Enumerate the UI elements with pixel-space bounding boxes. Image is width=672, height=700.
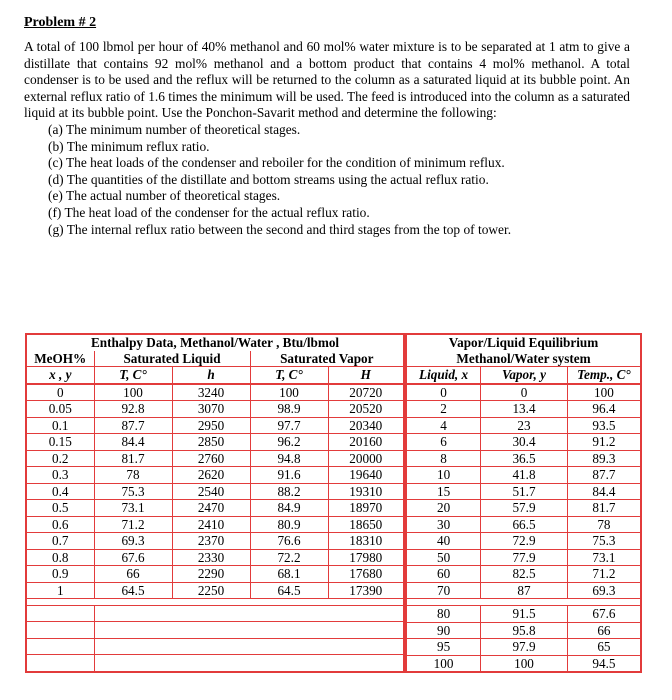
vapor-temp-cell: 64.5: [250, 582, 328, 599]
liquid-x-cell: 60: [406, 566, 481, 583]
vapor-temp-subheader: T, C°: [250, 367, 328, 384]
meoh-fraction-cell: 0.4: [26, 483, 94, 500]
table-row: [406, 417, 641, 434]
vapor-y-cell: 41.8: [481, 467, 568, 484]
temperature-cell: 73.1: [567, 549, 641, 566]
liquid-temp-cell: 78: [94, 467, 172, 484]
vapor-y-cell: 82.5: [481, 566, 568, 583]
liquid-x-cell: 40: [406, 533, 481, 550]
empty-table-row: [26, 655, 404, 672]
question-item: (f) The heat load of the condenser for the actual reflux ratio.: [48, 204, 370, 220]
vapor-enthalpy-cell: 17680: [328, 566, 404, 583]
liquid-temp-cell: 84.4: [94, 434, 172, 451]
vapor-y-cell: 0: [481, 384, 568, 401]
vapor-y-cell: 23: [481, 417, 568, 434]
vapor-temp-cell: 84.9: [250, 500, 328, 517]
table-row: [406, 622, 641, 639]
table-row: [406, 483, 641, 500]
liquid-temp-cell: 71.2: [94, 516, 172, 533]
temperature-cell: 78: [567, 516, 641, 533]
liquid-temp-cell: 64.5: [94, 582, 172, 599]
enthalpy-table: [25, 333, 405, 673]
liquid-x-cell: 4: [406, 417, 481, 434]
question-item: (b) The minimum reflux ratio.: [48, 138, 210, 154]
question-item: (e) The actual number of theoretical stages.: [48, 188, 281, 204]
empty-table-row: [26, 606, 404, 622]
empty-cell: [26, 638, 94, 654]
table-row: [406, 434, 641, 451]
saturated-vapor-header: Saturated Vapor: [250, 351, 404, 367]
liquid-enthalpy-subheader: h: [172, 367, 250, 384]
empty-cell: [94, 606, 404, 622]
vapor-y-cell: 97.9: [481, 639, 568, 656]
vapor-enthalpy-cell: 18970: [328, 500, 404, 517]
vapor-y-cell: 72.9: [481, 533, 568, 550]
empty-cell: [94, 638, 404, 654]
liquid-enthalpy-cell: 2470: [172, 500, 250, 517]
question-item: (a) The minimum number of theoretical stages.: [48, 121, 301, 137]
temperature-cell: 91.2: [567, 434, 641, 451]
temperature-cell: 100: [567, 384, 641, 401]
vapor-enthalpy-cell: 20000: [328, 450, 404, 467]
meoh-fraction-cell: 0.6: [26, 516, 94, 533]
vapor-temp-cell: 100: [250, 384, 328, 401]
table-row: [26, 549, 404, 566]
vapor-enthalpy-cell: 20160: [328, 434, 404, 451]
meoh-fraction-cell: 0.8: [26, 549, 94, 566]
vapor-enthalpy-cell: 20340: [328, 417, 404, 434]
question-item: (g) The internal reflux ratio between the second and third stages from the top of tower.: [48, 221, 512, 237]
table-row: [406, 467, 641, 484]
table-row: [26, 450, 404, 467]
vle-table-title: Vapor/Liquid Equilibrium: [406, 334, 641, 351]
table-row: [406, 566, 641, 583]
question-item: (d) The quantities of the distillate and bottom streams using the actual reflux ratio.: [48, 171, 489, 187]
meoh-column-header: MeOH%: [26, 351, 94, 367]
empty-table-row: [26, 622, 404, 638]
liquid-temp-cell: 100: [94, 384, 172, 401]
meoh-fraction-cell: 0.5: [26, 500, 94, 517]
vapor-enthalpy-subheader: H: [328, 367, 404, 384]
liquid-enthalpy-cell: 2330: [172, 549, 250, 566]
temperature-cell: 69.3: [567, 582, 641, 599]
temperature-cell: 67.6: [567, 606, 641, 623]
liquid-enthalpy-cell: 2620: [172, 467, 250, 484]
vapor-temp-cell: 94.8: [250, 450, 328, 467]
table-row: [406, 606, 641, 623]
liquid-x-cell: 8: [406, 450, 481, 467]
temperature-cell: 94.5: [567, 655, 641, 672]
table-row: [406, 500, 641, 517]
table-row: [406, 533, 641, 550]
data-tables: [25, 333, 642, 694]
vapor-enthalpy-cell: 20520: [328, 401, 404, 418]
liquid-enthalpy-cell: 2250: [172, 582, 250, 599]
temperature-cell: 89.3: [567, 450, 641, 467]
vapor-y-header: Vapor, y: [481, 367, 568, 384]
liquid-x-cell: 2: [406, 401, 481, 418]
temperature-cell: 66: [567, 622, 641, 639]
liquid-temp-cell: 69.3: [94, 533, 172, 550]
vapor-enthalpy-cell: 19310: [328, 483, 404, 500]
liquid-enthalpy-cell: 3070: [172, 401, 250, 418]
liquid-temp-cell: 92.8: [94, 401, 172, 418]
vapor-temp-cell: 88.2: [250, 483, 328, 500]
temperature-cell: 75.3: [567, 533, 641, 550]
liquid-temp-cell: 73.1: [94, 500, 172, 517]
enthalpy-table-title: Enthalpy Data, Methanol/Water , Btu/lbmol: [26, 334, 404, 351]
vapor-y-cell: 77.9: [481, 549, 568, 566]
liquid-temp-cell: 81.7: [94, 450, 172, 467]
meoh-fraction-cell: 0.05: [26, 401, 94, 418]
temperature-header: Temp., C°: [567, 367, 641, 384]
temperature-cell: 81.7: [567, 500, 641, 517]
empty-table-row: [26, 638, 404, 654]
vapor-y-cell: 57.9: [481, 500, 568, 517]
table-row: [406, 639, 641, 656]
table-row: [406, 401, 641, 418]
table-row: [26, 516, 404, 533]
meoh-fraction-cell: 1: [26, 582, 94, 599]
vapor-y-cell: 51.7: [481, 483, 568, 500]
meoh-fraction-cell: 0.2: [26, 450, 94, 467]
table-row: [26, 566, 404, 583]
vapor-y-cell: 30.4: [481, 434, 568, 451]
meoh-fraction-cell: 0.7: [26, 533, 94, 550]
vapor-y-cell: 66.5: [481, 516, 568, 533]
empty-cell: [26, 606, 94, 622]
vapor-y-cell: 36.5: [481, 450, 568, 467]
empty-cell: [94, 622, 404, 638]
liquid-temp-cell: 75.3: [94, 483, 172, 500]
table-row: [26, 533, 404, 550]
vapor-enthalpy-cell: 18650: [328, 516, 404, 533]
vapor-enthalpy-cell: 20720: [328, 384, 404, 401]
table-row: [26, 434, 404, 451]
liquid-enthalpy-cell: 2950: [172, 417, 250, 434]
temperature-cell: 96.4: [567, 401, 641, 418]
liquid-x-cell: 90: [406, 622, 481, 639]
vapor-y-cell: 13.4: [481, 401, 568, 418]
table-row: [406, 549, 641, 566]
liquid-x-cell: 10: [406, 467, 481, 484]
temperature-cell: 87.7: [567, 467, 641, 484]
table-row: [26, 500, 404, 517]
liquid-x-cell: 95: [406, 639, 481, 656]
temperature-cell: 93.5: [567, 417, 641, 434]
empty-cell: [26, 655, 94, 672]
empty-cell: [94, 655, 404, 672]
table-row: [406, 384, 641, 401]
table-row: [406, 582, 641, 599]
liquid-x-cell: 100: [406, 655, 481, 672]
liquid-x-cell: 15: [406, 483, 481, 500]
liquid-x-cell: 50: [406, 549, 481, 566]
vapor-y-cell: 95.8: [481, 622, 568, 639]
vapor-y-cell: 100: [481, 655, 568, 672]
vapor-temp-cell: 96.2: [250, 434, 328, 451]
vapor-enthalpy-cell: 17980: [328, 549, 404, 566]
table-row: [26, 582, 404, 599]
liquid-enthalpy-cell: 2370: [172, 533, 250, 550]
saturated-liquid-header: Saturated Liquid: [94, 351, 250, 367]
vle-table: [405, 333, 642, 673]
vle-table-subtitle: Methanol/Water system: [406, 351, 641, 367]
table-row: [406, 516, 641, 533]
liquid-enthalpy-cell: 2290: [172, 566, 250, 583]
liquid-x-cell: 6: [406, 434, 481, 451]
vapor-temp-cell: 80.9: [250, 516, 328, 533]
liquid-temp-subheader: T, C°: [94, 367, 172, 384]
liquid-enthalpy-cell: 2850: [172, 434, 250, 451]
meoh-fraction-cell: 0: [26, 384, 94, 401]
table-spacer-row: [26, 599, 404, 606]
question-item: (c) The heat loads of the condenser and reboiler for the condition of minimum reflux.: [48, 155, 505, 171]
xy-subheader: x , y: [26, 367, 94, 384]
liquid-x-header: Liquid, x: [406, 367, 481, 384]
problem-document: [24, 14, 630, 238]
empty-cell: [26, 622, 94, 638]
meoh-fraction-cell: 0.15: [26, 434, 94, 451]
vapor-y-cell: 91.5: [481, 606, 568, 623]
vapor-y-cell: 87: [481, 582, 568, 599]
vapor-temp-cell: 91.6: [250, 467, 328, 484]
table-row: [26, 483, 404, 500]
vapor-temp-cell: 76.6: [250, 533, 328, 550]
vapor-enthalpy-cell: 19640: [328, 467, 404, 484]
temperature-cell: 71.2: [567, 566, 641, 583]
meoh-fraction-cell: 0.9: [26, 566, 94, 583]
liquid-x-cell: 30: [406, 516, 481, 533]
liquid-x-cell: 80: [406, 606, 481, 623]
temperature-cell: 84.4: [567, 483, 641, 500]
table-spacer-row: [406, 599, 641, 606]
liquid-x-cell: 20: [406, 500, 481, 517]
table-row: [26, 401, 404, 418]
table-row: [406, 655, 641, 672]
problem-title: Problem # 2: [24, 15, 97, 30]
liquid-temp-cell: 66: [94, 566, 172, 583]
problem-paragraph: A total of 100 lbmol per hour of 40% methanol and 60 mol% water mixture is to be separated at 1 atm to give a distillate that contains 92 mol% methanol and a bottom product that contains 4 mol% methanol. A total condenser is to be used and the reflux will be returned to the column as a saturated liquid at its bubble point. An external reflux ratio of 1.6 times the minimum will be used. The feed is introduced into the column as a saturated liquid at its bubble point. Use the Ponchon-Savarit method and determine the following:: [24, 39, 630, 121]
vapor-temp-cell: 72.2: [250, 549, 328, 566]
liquid-enthalpy-cell: 2410: [172, 516, 250, 533]
liquid-enthalpy-cell: 3240: [172, 384, 250, 401]
table-row: [26, 467, 404, 484]
liquid-temp-cell: 87.7: [94, 417, 172, 434]
liquid-x-cell: 0: [406, 384, 481, 401]
table-row: [26, 417, 404, 434]
liquid-enthalpy-cell: 2760: [172, 450, 250, 467]
temperature-cell: 65: [567, 639, 641, 656]
table-row: [26, 384, 404, 401]
liquid-x-cell: 70: [406, 582, 481, 599]
meoh-fraction-cell: 0.1: [26, 417, 94, 434]
liquid-temp-cell: 67.6: [94, 549, 172, 566]
vapor-temp-cell: 98.9: [250, 401, 328, 418]
vapor-enthalpy-cell: 18310: [328, 533, 404, 550]
question-list: [24, 122, 630, 238]
liquid-enthalpy-cell: 2540: [172, 483, 250, 500]
meoh-fraction-cell: 0.3: [26, 467, 94, 484]
table-row: [406, 450, 641, 467]
vapor-temp-cell: 97.7: [250, 417, 328, 434]
vapor-temp-cell: 68.1: [250, 566, 328, 583]
vapor-enthalpy-cell: 17390: [328, 582, 404, 599]
